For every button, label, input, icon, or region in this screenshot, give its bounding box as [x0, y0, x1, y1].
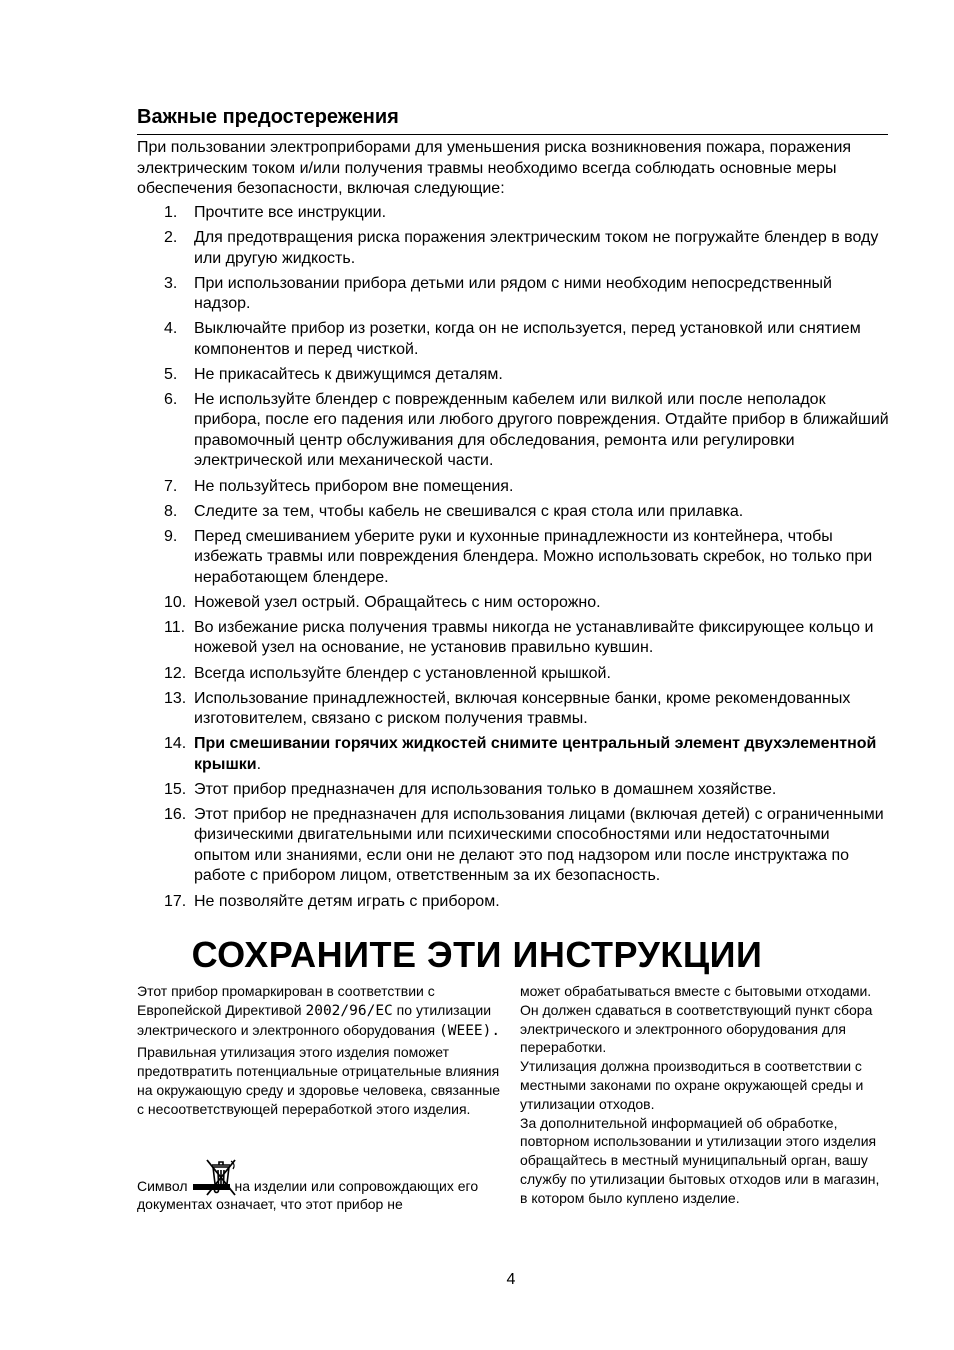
- list-item-number: 8.: [164, 502, 178, 520]
- list-item-text: Не используйте блендер с поврежденным кабелем или вилкой или после неполадок прибора, после его падения или любого другого повреждения. Отдайте прибор в ближайший правомочный центр обслуживания для обследования, ремонта или регулировки электрической или механической части.: [194, 390, 889, 470]
- list-item-text: Ножевой узел острый. Обращайтесь с ним осторожно.: [194, 593, 601, 611]
- list-item-number: 2.: [164, 229, 178, 247]
- list-item: [137, 805, 889, 887]
- list-item-number: 7.: [164, 477, 178, 495]
- list-item-number: 5.: [164, 365, 178, 383]
- list-item: [137, 390, 889, 472]
- safety-instructions-list: [137, 203, 889, 917]
- list-item-text: При использовании прибора детьми или рядом с ними необходим непосредственный надзор.: [194, 274, 832, 313]
- list-item-number: 6.: [164, 390, 178, 408]
- list-item-text: Не позволяйте детям играть с прибором.: [194, 892, 500, 910]
- list-item: [137, 477, 889, 498]
- directive-code: 2002/96/EC: [305, 1002, 393, 1019]
- weee-paragraph-2: Правильная утилизация этого изделия поможет предотвратить потенциальные отрицательные влияния на окружающую среду и здоровье человека, связанные с несоответствующей переработкой этого изделия.: [137, 1044, 501, 1117]
- weee-paragraph-4: может обрабатываться вместе с бытовыми отходами. Он должен сдаваться в соответствующий пункт сбора электрического и электронного оборудования для переработки.: [520, 983, 873, 1056]
- list-item-number: 3.: [164, 274, 178, 292]
- list-item: [137, 228, 889, 269]
- crossed-out-wheelie-bin-icon: [203, 1155, 239, 1197]
- list-item-number: 9.: [164, 527, 178, 545]
- weee-column-left: [137, 982, 502, 1214]
- list-item: [137, 502, 889, 523]
- list-item-number: 1.: [164, 204, 178, 221]
- list-item: [137, 274, 889, 315]
- section-heading: Важные предостережения: [137, 104, 888, 135]
- list-item: [137, 734, 889, 775]
- list-item: [137, 365, 889, 386]
- weee-paragraph-1: Этот прибор промаркирован в соответствии с Европейской Директивой 2002/96/EC по утилизации электрического и электронного оборудования (WEEE).: [137, 983, 501, 1039]
- list-item-text: Всегда используйте блендер с установленной крышкой.: [194, 664, 611, 682]
- list-item-text: Прочтите все инструкции.: [194, 204, 387, 221]
- list-item: [137, 892, 889, 913]
- weee-column-right: [520, 982, 890, 1208]
- list-item-text: Не прикасайтесь к движущимся деталям.: [194, 365, 503, 383]
- list-item-text: Следите за тем, чтобы кабель не свешивался с края стола или прилавка.: [194, 502, 744, 520]
- list-item-number: 13.: [164, 689, 187, 707]
- weee-paragraph-5: Утилизация должна производиться в соответствии с местными законами по охране окружающей среды и утилизации отходов.: [520, 1058, 864, 1112]
- list-item-number: 10.: [164, 593, 187, 611]
- list-item: [137, 593, 889, 614]
- list-item-number: 14.: [164, 735, 187, 753]
- list-item-tail: .: [256, 755, 262, 773]
- list-item-text: Во избежание риска получения травмы никогда не устанавливайте фиксирующее кольцо и ножевой узел на основание, не установив правильно кувшин.: [194, 618, 874, 657]
- list-item-text: Использование принадлежностей, включая консервные банки, кроме рекомендованных изготовителем, связано с риском получения травмы.: [194, 689, 851, 728]
- weee-abbr: (WEEE).: [439, 1022, 501, 1039]
- list-item-text: Для предотвращения риска поражения электрическим током не погружайте блендер в воду или другую жидкость.: [194, 229, 879, 267]
- weee-paragraph-3: Символ на изделии или сопровождающих его документах означает, что этот прибор не: [137, 1177, 479, 1213]
- list-item: [137, 618, 889, 659]
- intro-paragraph: При пользовании электроприборами для уменьшения риска возникновения пожара, поражения электрическим током и/или получения травмы необходимо всегда соблюдать основные меры обеспечения безопасности, включая следующие:: [137, 139, 852, 197]
- list-item-number: 4.: [164, 320, 178, 338]
- list-item: [137, 780, 889, 801]
- list-item: [137, 664, 889, 685]
- list-item-text: Выключайте прибор из розетки, когда он не используется, перед установкой или снятием компонентов и перед чисткой.: [194, 320, 861, 358]
- list-item-number: 15.: [164, 780, 187, 798]
- list-item-number: 17.: [164, 892, 187, 910]
- list-item-text: Перед смешиванием уберите руки и кухонные принадлежности из контейнера, чтобы избежать травмы или повреждения блендера. Можно использовать скребок, но только при неработающем блендере.: [194, 527, 873, 586]
- list-item-text: При смешивании горячих жидкостей снимите центральный элемент двухэлементной крышки: [194, 735, 877, 773]
- page-number: 4: [506, 1271, 516, 1288]
- list-item: [137, 203, 889, 224]
- list-item-number: 12.: [164, 664, 187, 682]
- save-instructions-title: СОХРАНИТЕ ЭТИ ИНСТРУКЦИИ: [191, 934, 763, 975]
- weee-paragraph-6: За дополнительной информацией об обработке, повторном использовании и утилизации этого изделия обращайтесь в местный муниципальный орган, вашу службу по утилизации бытовых отходов или в магазин, в котором было куплено изделие.: [520, 1114, 880, 1206]
- list-item: [137, 319, 889, 360]
- list-item: [137, 527, 889, 589]
- list-item: [137, 689, 889, 730]
- list-item-text: Этот прибор предназначен для использования только в домашнем хозяйстве.: [194, 780, 777, 798]
- list-item-text: Этот прибор не предназначен для использования лицами (включая детей) с ограниченными физическими двигательными или психическими способностями или недостаточными опытом или знаниями, если они не делают это под надзором или после инструктажа по работе с прибором лицом, ответственным за их безопасность.: [194, 805, 884, 885]
- list-item-text: Не пользуйтесь прибором вне помещения.: [194, 477, 514, 495]
- list-item-number: 16.: [164, 805, 187, 823]
- list-item-number: 11.: [164, 618, 186, 636]
